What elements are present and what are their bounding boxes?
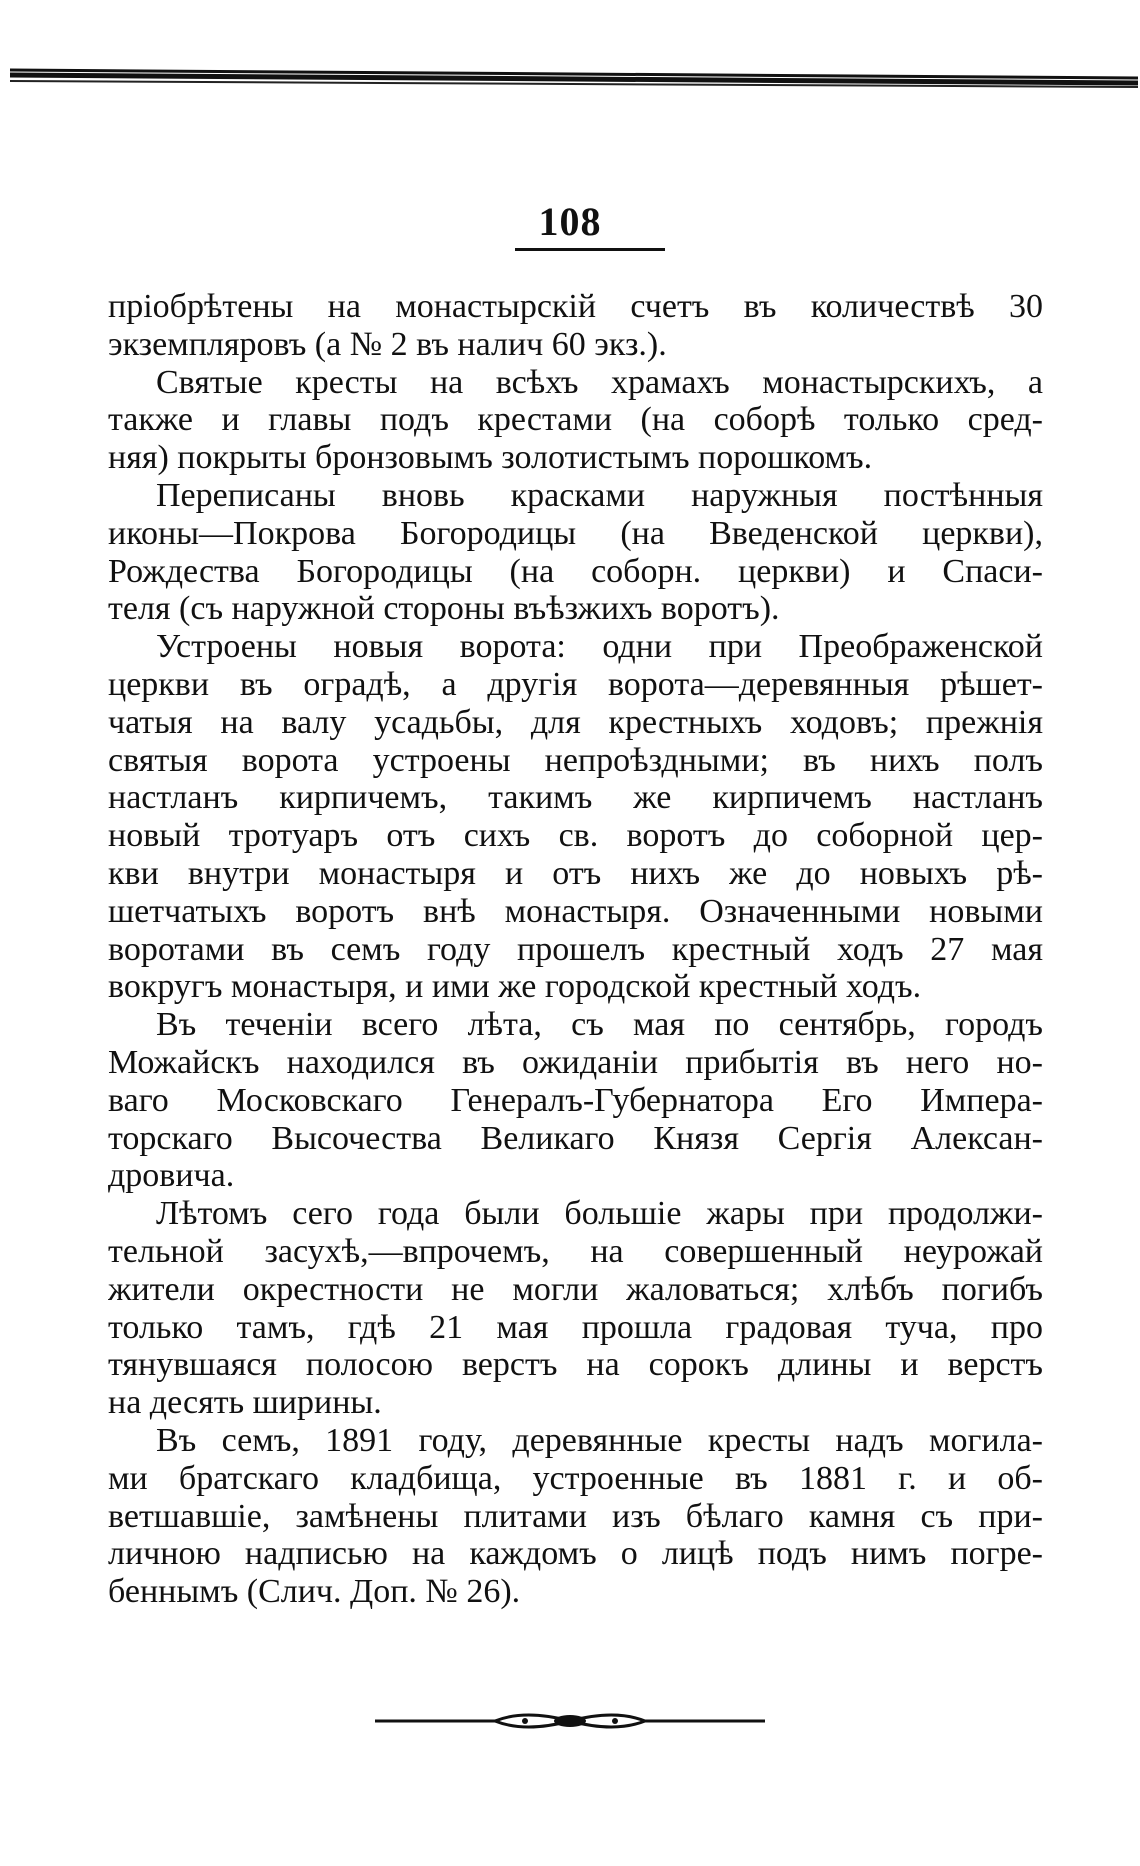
body-text xyxy=(108,288,1043,1611)
text-line: чатыя на валу усадьбы, для крестныхъ ходовъ; прежнія xyxy=(108,703,1043,741)
text-line: торскаго Высочества Великаго Князя Сергія Алексан- xyxy=(108,1119,1043,1157)
page-number-rule xyxy=(515,248,665,251)
text-line: жители окрестности не могли жаловаться; хлѣбъ погибъ xyxy=(108,1270,1043,1308)
page-number: 108 xyxy=(538,199,602,244)
text-line: пріобрѣтены на монастырскій счетъ въ количествѣ 30 xyxy=(108,288,1043,325)
text-line: шетчатыхъ воротъ внѣ монастыря. Означенными новыми xyxy=(108,892,1043,930)
text-line: новый тротуаръ отъ сихъ св. воротъ до соборной цер- xyxy=(108,817,1043,855)
text-line: Въ семъ, 1891 году, деревянные кресты надъ могила- xyxy=(156,1421,1043,1459)
text-line: няя) покрыты бронзовымъ золотистымъ порошкомъ. xyxy=(108,439,873,477)
text-line: Рождества Богородицы (на соборн. церкви) и Спаси- xyxy=(108,552,1043,590)
text-line: теля (съ наружной стороны въѣзжихъ воротъ). xyxy=(108,590,780,628)
text-line: беннымъ (Слич. Доп. № 26). xyxy=(108,1573,521,1611)
text-line: церкви въ оградѣ, а другія ворота—деревянныя рѣшет- xyxy=(108,665,1043,703)
text-line: Лѣтомъ сего года были большіе жары при продолжи- xyxy=(156,1195,1043,1233)
text-line: ваго Московскаго Генералъ-Губернатора Его Импера- xyxy=(108,1081,1043,1119)
text-line: святыя ворота устроены непроѣздными; въ нихъ полъ xyxy=(108,741,1043,779)
text-line: иконы—Покрова Богородицы (на Введенской церкви), xyxy=(108,514,1043,552)
text-line: Святые кресты на всѣхъ храмахъ монастырскихъ, а xyxy=(156,363,1043,401)
text-line: воротами въ семъ году прошелъ крестный ходъ 27 мая xyxy=(108,930,1043,968)
text-line: также и главы подъ крестами (на соборѣ только сред- xyxy=(108,401,1043,439)
text-line: ветшавшіе, замѣнены плитами изъ бѣлаго камня съ при- xyxy=(108,1497,1043,1535)
text-line: тельной засухѣ,—впрочемъ, на совершенный неурожай xyxy=(108,1232,1043,1270)
text-line: экземпляровъ (а № 2 въ налич 60 экз.). xyxy=(108,325,667,363)
text-line: на десять ширины. xyxy=(108,1384,382,1422)
text-line: Можайскъ находился въ ожиданіи прибытія въ него но- xyxy=(108,1043,1043,1081)
text-line: Устроены новыя ворота: одни при Преображенской xyxy=(156,628,1043,666)
text-line: только тамъ, гдѣ 21 мая прошла градовая туча, про xyxy=(108,1308,1043,1346)
text-line: личною надписью на каждомъ о лицѣ подъ нимъ погре- xyxy=(108,1535,1043,1573)
text-line: ми братскаго кладбища, устроенные въ 1881 г. и об- xyxy=(108,1459,1043,1497)
text-line: Переписаны вновь красками наружныя постѣнныя xyxy=(156,476,1043,514)
text-line: тянувшаяся полосою верстъ на сорокъ длины и верстъ xyxy=(108,1346,1043,1384)
text-line: дровича. xyxy=(108,1157,235,1195)
text-line: Въ теченіи всего лѣта, съ мая по сентябрь, городъ xyxy=(156,1006,1043,1044)
text-line: вокругъ монастыря, и ими же городской крестный ходъ. xyxy=(108,968,922,1006)
header-rule xyxy=(10,58,1138,90)
tailpiece-ornament xyxy=(375,1706,765,1736)
text-line: кви внутри монастыря и отъ нихъ же до новыхъ рѣ- xyxy=(108,854,1043,892)
text-line: настланъ кирпичемъ, такимъ же кирпичемъ настланъ xyxy=(108,779,1043,817)
